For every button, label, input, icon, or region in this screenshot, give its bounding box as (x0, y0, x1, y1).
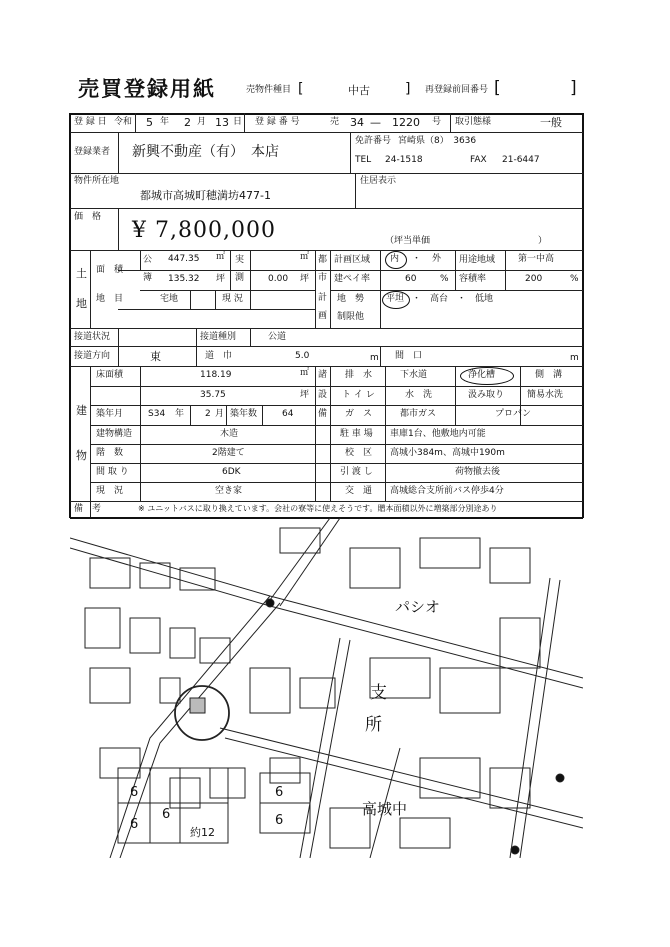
transport-label: 交 通 (345, 486, 373, 496)
floorplan-room-a: 6 (130, 785, 139, 800)
unit-price-close: ） (538, 236, 548, 246)
city-section-4: 画 (318, 311, 328, 321)
building-section-2: 物 (76, 449, 87, 462)
reg-year-unit: 年 (160, 117, 170, 127)
road-direction-value: 東 (150, 350, 161, 363)
location-value: 都城市高城町穂満坊477-1 (140, 189, 271, 202)
gas-b: プロパン (495, 409, 532, 419)
remarks-value: ※ ユニットバスに取り換えています。会社の寮等に使えそうです。贈本面積以外に増築部分別途あり (138, 504, 498, 513)
floor-area-m2-unit: ㎡ (300, 368, 310, 378)
built-year-unit: 年 (175, 409, 185, 419)
kenpei-unit: % (440, 274, 449, 284)
jissoku-m2-unit: ㎡ (300, 252, 310, 262)
fax-label: FAX (470, 155, 487, 165)
kenpei-value: 60 (405, 274, 417, 284)
jissoku-tsubo-unit: 坪 (300, 274, 310, 284)
reg-day-unit: 日 (233, 117, 243, 127)
drain-label: 排 水 (345, 370, 373, 380)
location-map (70, 518, 583, 858)
land-area-tsubo-unit: 坪 (216, 274, 226, 284)
jissoku-2: 測 (235, 273, 245, 283)
deal-type-value: 一般 (540, 116, 562, 129)
road-type-label: 接道種別 (200, 332, 237, 342)
map-label-passio: パシオ (395, 598, 441, 616)
toilet-label: ト イ レ (342, 390, 375, 400)
floor-area-m2: 118.19 (200, 370, 232, 380)
age-value: 64 (282, 409, 294, 419)
property-type-open: [ (298, 81, 304, 97)
status-value: 空き家 (215, 486, 243, 496)
terrain-label: 地 勢 (337, 294, 365, 304)
road-access-label: 接道状況 (74, 332, 111, 342)
handover-label: 引 渡 し (340, 467, 373, 477)
city-section-2: 市 (318, 273, 328, 283)
plan-area-in: 内 (390, 254, 400, 264)
license-value: 宮崎県（8） 3636 (398, 136, 477, 146)
facilities-section-2: 設 (318, 390, 328, 400)
built-label: 築年月 (96, 409, 124, 419)
reg-number-label: 登 録 番 号 (255, 117, 300, 127)
built-month: 2 (205, 409, 211, 419)
property-type-close: ] (405, 81, 411, 97)
toilet-a: 水 洗 (405, 390, 433, 400)
handover-value: 荷物撤去後 (455, 467, 501, 477)
floors-value: 2階建て (212, 448, 245, 458)
reg-date-label: 登 録 日 (74, 117, 107, 127)
plan-area-out: 外 (432, 254, 442, 264)
road-type-value: 公道 (268, 332, 287, 342)
map-label-takajo: 高城中 (362, 800, 408, 818)
transport-value: 高城総合支所前バス停歩4分 (390, 486, 504, 496)
zoning-value: 第一中高 (518, 254, 555, 264)
structure-value: 木造 (220, 429, 239, 439)
drain-c: 側 溝 (535, 370, 563, 380)
floors-label: 階 数 (96, 448, 124, 458)
school-label: 校 区 (345, 448, 373, 458)
floorplan-room-b: 6 (130, 817, 139, 832)
road-width-unit: m (370, 353, 379, 363)
tel-label: TEL (355, 155, 372, 165)
prev-reg-open: [ (494, 78, 501, 98)
kobo-2: 簿 (143, 273, 153, 283)
reg-day: 13 (215, 116, 229, 129)
floor-area-label: 床面積 (96, 370, 124, 380)
plan-area-dot: ・ (412, 254, 422, 264)
agent-name: 新興不動産（有） 本店 (132, 144, 279, 160)
property-type-value: 中古 (348, 84, 370, 97)
facilities-section-1: 諸 (318, 370, 328, 380)
deal-type-label: 取引態様 (455, 117, 492, 127)
map-drawing (70, 518, 583, 858)
fax-value: 21-6447 (502, 155, 540, 165)
residence-label: 住居表示 (360, 176, 397, 186)
genkyo-label: 現 況 (222, 294, 243, 304)
kobo-1: 公 (143, 255, 153, 265)
age-label: 築年数 (230, 409, 258, 419)
agent-label: 登録業者 (74, 147, 111, 157)
restrict-label: 制限他 (337, 312, 365, 322)
city-section-1: 都 (318, 255, 328, 265)
gas-label: ガ ス (345, 409, 373, 419)
facilities-section-3: 備 (318, 409, 328, 419)
toilet-c: 簡易水洗 (527, 390, 564, 400)
gas-a: 都市ガス (400, 409, 437, 419)
property-type-label: 売物件種目 (246, 85, 292, 95)
prev-reg-label: 再登録前回番号 (425, 85, 489, 95)
price-label: 価 格 (74, 212, 102, 222)
reg-era: 令和 (114, 117, 133, 127)
built-month-unit: 月 (215, 409, 225, 419)
reg-number-dash: — (370, 116, 381, 129)
yoseki-unit: % (570, 274, 579, 284)
drain-b: 浄化槽 (468, 370, 496, 380)
terrain-others: ・ 高台 ・ 低地 (412, 294, 494, 304)
city-section-3: 計 (318, 293, 328, 303)
land-area-m2: 447.35 (168, 254, 200, 264)
license-label: 免許番号 (355, 136, 392, 146)
zoning-label: 用途地域 (459, 255, 496, 265)
map-label-shisho-1: 支 (370, 683, 387, 703)
status-label: 現 況 (96, 486, 124, 496)
yoseki-label: 容積率 (459, 274, 487, 284)
frontage-label: 間 口 (395, 351, 423, 361)
reg-number-prefix: 売 (330, 117, 340, 127)
floorplan-room-large: 約12 (190, 826, 215, 839)
land-section-2: 地 (76, 297, 87, 310)
parking-label: 駐 車 場 (340, 429, 373, 439)
price-value: ¥ 7,800,000 (132, 218, 276, 243)
jissoku-1: 実 (235, 255, 245, 265)
plan-area-label: 計画区域 (334, 255, 371, 265)
road-width-label: 道 巾 (205, 351, 233, 361)
chimoku-label: 地 目 (96, 294, 124, 304)
tel-value: 24-1518 (385, 155, 423, 165)
floor-area-tsubo-unit: 坪 (300, 390, 310, 400)
unit-price-label: （坪当単価 (385, 236, 431, 246)
floorplan-room-d: 6 (275, 785, 284, 800)
yoseki-value: 200 (525, 274, 543, 284)
map-label-shisho-2: 所 (365, 715, 382, 735)
prev-reg-close: ] (570, 78, 577, 98)
road-width-value: 5.0 (295, 351, 310, 361)
chimoku-value: 宅地 (160, 294, 179, 304)
floorplan-room-e: 6 (275, 813, 284, 828)
floor-area-tsubo: 35.75 (200, 390, 226, 400)
land-area-label: 面 積 (96, 265, 124, 275)
frontage-unit: m (570, 353, 579, 363)
location-label: 物件所在地 (74, 176, 120, 186)
kenpei-label: 建ぺイ率 (334, 274, 371, 284)
land-area-tsubo: 135.32 (168, 274, 200, 284)
school-value: 高城小384m、高城中190m (390, 448, 505, 458)
drain-a: 下水道 (400, 370, 428, 380)
land-section-1: 土 (76, 267, 87, 280)
form-title: 売買登録用紙 (78, 76, 216, 101)
floorplan-room-c: 6 (162, 807, 171, 822)
layout-value: 6DK (222, 467, 241, 477)
remarks-label: 備 考 (74, 504, 102, 514)
jissoku-tsubo: 0.00 (268, 274, 289, 284)
reg-month: 2 (184, 116, 191, 129)
toilet-b: 汲み取り (468, 390, 505, 400)
building-section-1: 建 (76, 404, 87, 417)
parking-value: 車庫1台、他敷地内可能 (390, 429, 486, 439)
reg-number-suffix: 号 (432, 117, 442, 127)
layout-label: 間 取 り (96, 467, 129, 477)
land-area-m2-unit: ㎡ (216, 252, 226, 262)
structure-label: 建物構造 (96, 429, 133, 439)
road-direction-label: 接道方向 (74, 351, 111, 361)
reg-year: 5 (146, 116, 153, 129)
reg-number-a: 34 (350, 116, 364, 129)
built-year: S34 (148, 409, 166, 419)
reg-month-unit: 月 (197, 117, 207, 127)
reg-number-b: 1220 (392, 116, 420, 129)
terrain-flat: 平坦 (386, 294, 405, 304)
